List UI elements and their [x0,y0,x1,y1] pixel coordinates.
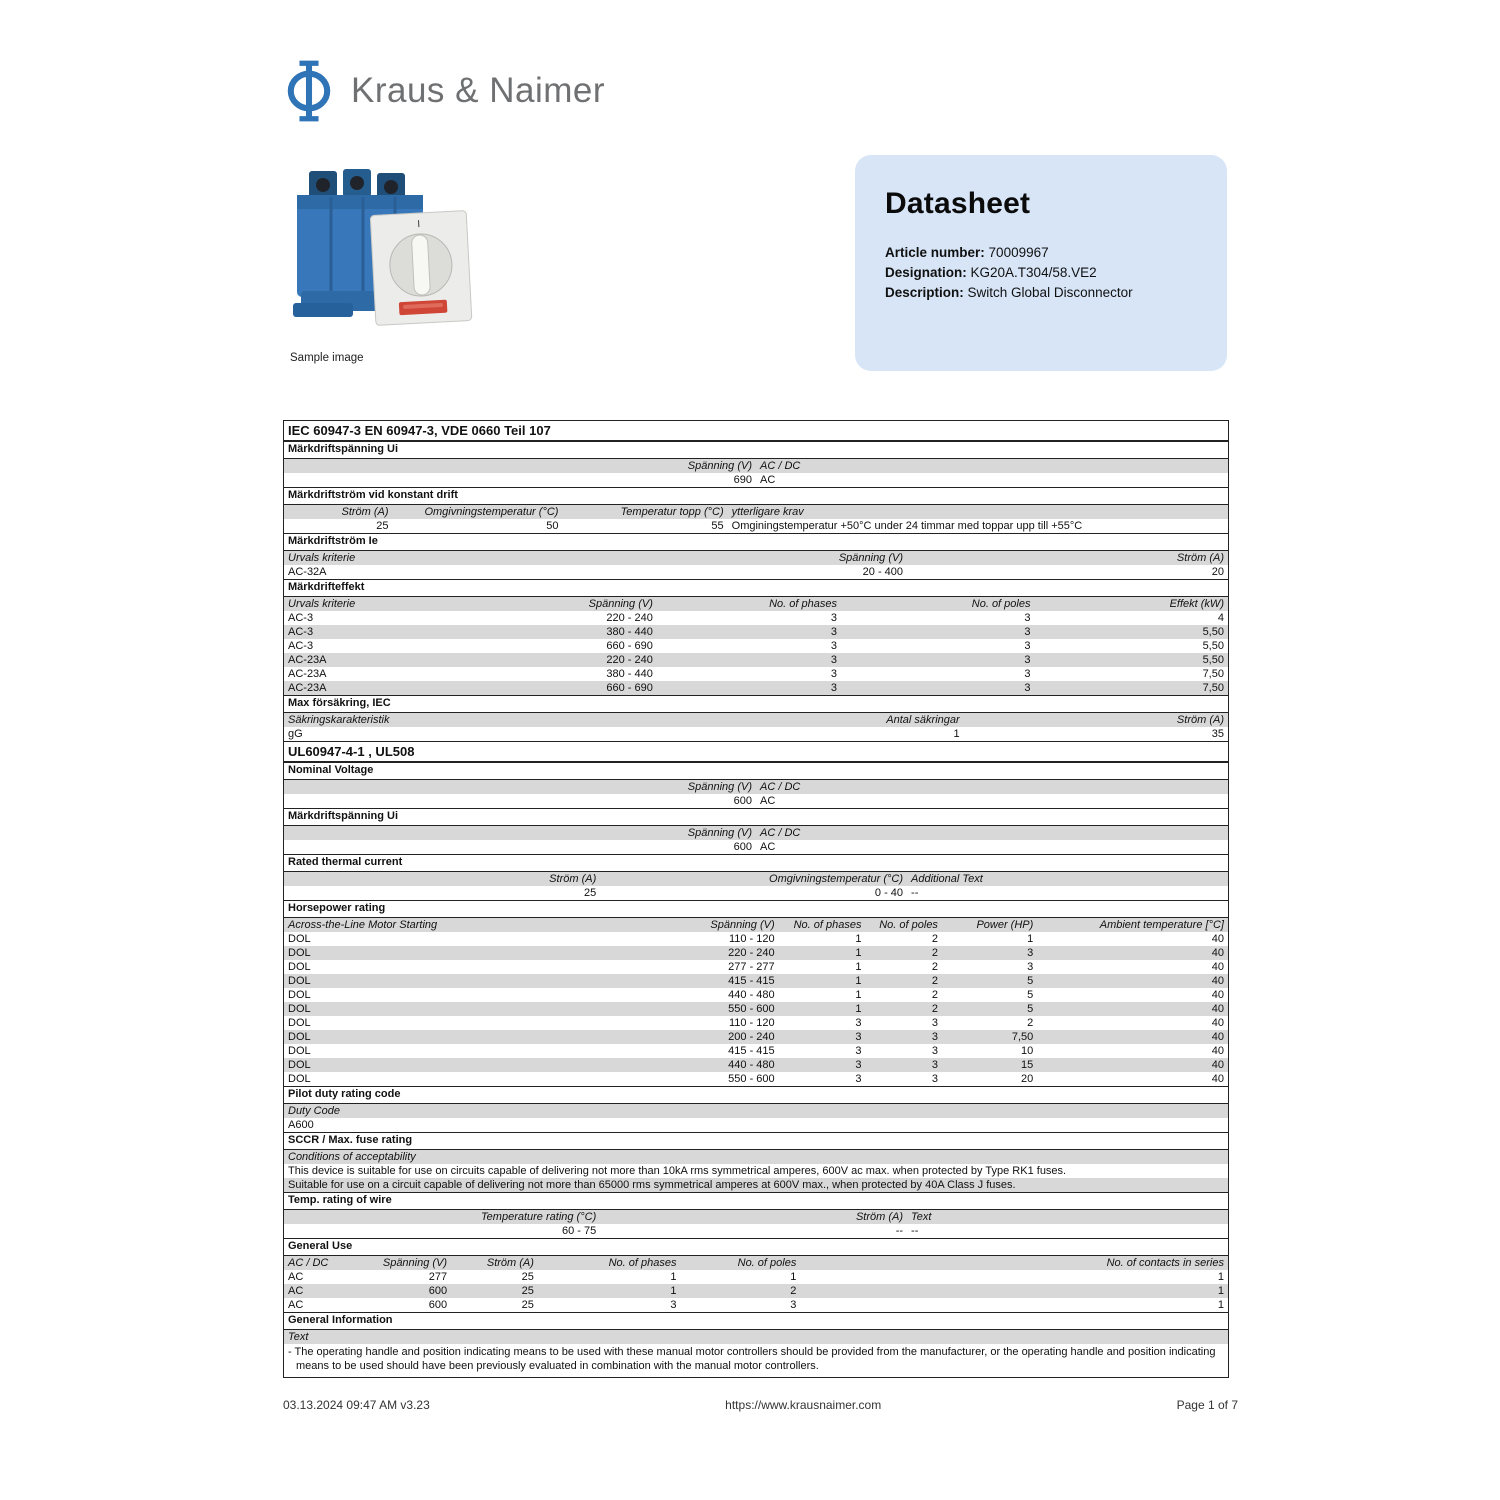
table-cell: 660 - 690 [606,639,653,652]
table-cell: 0 - 40 [874,886,904,899]
table-cell: 600 [733,794,752,807]
table-cell: Additional Text [911,872,983,885]
table-cell: 40 [1211,974,1224,987]
table-row-head [284,597,1228,611]
table-cell: AC-32A [288,565,327,578]
table-cell: 7,50 [1202,667,1224,680]
table-cell: 1 [855,946,862,959]
table-cell: 50 [546,519,559,532]
table-cell: 277 - 277 [728,960,775,973]
table-row-data [284,794,1228,808]
table-row-subtitle: Märkdriftspänning Ui [284,441,1228,459]
table-cell: 1 [855,932,862,945]
table-cell: 5,50 [1202,653,1224,666]
table-cell: 40 [1211,988,1224,1001]
article-number-value: 70009967 [988,245,1049,260]
datasheet-info-box [855,155,1227,371]
table-cell: 7,50 [1011,1030,1034,1043]
table-cell: 25 [376,519,389,532]
table-cell: DOL [288,1030,311,1043]
table-row-head [284,459,1228,473]
table-cell: 1 [790,1270,797,1283]
table-cell: 5,50 [1202,639,1224,652]
table-cell: 1 [855,960,862,973]
table-cell: 660 - 690 [606,681,653,694]
table-row-data [284,960,1228,974]
table-row-head [284,826,1228,840]
table-row-data [284,473,1228,487]
svg-text:I: I [417,218,421,231]
table-row-data [284,974,1228,988]
table-cell: Text [288,1330,309,1343]
table-cell: 3 [1024,653,1031,666]
table-cell: 40 [1211,960,1224,973]
table-row-data [284,840,1228,854]
table-cell: 1 [855,988,862,1001]
table-cell: 380 - 440 [606,667,653,680]
table-row-subtitle: Rated thermal current [284,854,1228,872]
table-cell: 40 [1211,946,1224,959]
table-cell: 1 [855,974,862,987]
designation-label: Designation: [885,265,967,280]
table-cell: 20 - 400 [862,565,904,578]
table-cell: No. of contacts in series [1106,1256,1224,1269]
table-cell: No. of phases [608,1256,677,1269]
table-cell: Ström (A) [1176,551,1224,564]
table-row-subtitle: Temp. rating of wire [284,1192,1228,1210]
product-photo [283,163,483,345]
table-cell: 2 [931,988,938,1001]
table-cell: 1 [1217,1270,1224,1283]
table-cell: 1 [670,1284,677,1297]
table-cell: DOL [288,960,311,973]
table-row-data [284,727,1228,741]
table-cell: 2 [931,932,938,945]
table-cell: Suitable for use on a circuit capable of delivering not more than 65000 rms symmetrical amperes at 600V max., when protected by 40A Class J fuses. [288,1178,1016,1191]
table-cell: Spänning (V) [687,459,752,472]
table-cell: 60 - 75 [561,1224,597,1237]
table-row-head [284,1104,1228,1118]
table-cell: AC [760,840,776,853]
table-cell: 415 - 415 [728,974,775,987]
table-cell: 2 [931,1002,938,1015]
table-row-head [284,1210,1228,1224]
table-cell: 40 [1211,1044,1224,1057]
table-row-head [284,918,1228,932]
table-cell: No. of poles [879,918,938,931]
table-cell: AC-23A [288,681,327,694]
table-cell: 35 [1211,727,1224,740]
table-cell: AC [760,473,776,486]
table-cell: DOL [288,932,311,945]
table-cell: 25 [521,1284,534,1297]
table-cell: -- [895,1224,904,1237]
table-cell: 3 [931,1072,938,1085]
table-cell: Omgivningstemperatur (°C) [424,505,559,518]
brand-logo [283,55,605,127]
table-cell: Säkringskarakteristik [288,713,390,726]
table-cell: 3 [830,639,837,652]
table-row-head [284,713,1228,727]
table-cell: Spänning (V) [687,826,752,839]
table-cell: 110 - 120 [728,1016,775,1029]
table-cell: 20 [1021,1072,1034,1085]
table-cell: Conditions of acceptability [288,1150,416,1163]
table-cell: 3 [1024,625,1031,638]
table-cell: 3 [670,1298,677,1311]
table-cell: 1 [1217,1298,1224,1311]
spec-table [283,420,1229,1378]
table-cell: 3 [830,653,837,666]
table-row-subtitle: General Information [284,1312,1228,1330]
article-number-label: Article number: [885,245,985,260]
table-cell: 3 [855,1072,862,1085]
table-cell: 1 [855,1002,862,1015]
switch-illustration [283,163,483,345]
table-cell: Spänning (V) [588,597,653,610]
table-row-data [284,1224,1228,1238]
table-cell: 440 - 480 [728,988,775,1001]
table-row-data [284,946,1228,960]
table-cell: 25 [521,1270,534,1283]
table-cell: 1 [670,1270,677,1283]
datasheet-title: Datasheet [885,187,1031,220]
table-cell: Temperature rating (°C) [480,1210,597,1223]
table-cell: Temperatur topp (°C) [620,505,724,518]
table-cell: AC / DC [760,780,801,793]
table-cell: No. of poles [971,597,1031,610]
table-row-subtitle: Max försäkring, IEC [284,695,1228,713]
table-cell: 110 - 120 [728,932,775,945]
table-cell: 3 [830,681,837,694]
table-cell: 3 [931,1016,938,1029]
table-cell: 600 [733,840,752,853]
table-row-subtitle: Märkdriftström Ie [284,533,1228,551]
table-cell: No. of poles [737,1256,797,1269]
table-cell: Spänning (V) [382,1256,448,1269]
table-row-data [284,1072,1228,1086]
sample-image-caption: Sample image [290,352,364,364]
table-row-head [284,551,1228,565]
brand-name: Kraus & Naimer [351,71,606,110]
table-cell: 5 [1027,974,1034,987]
table-row-data [284,653,1228,667]
table-cell: 2 [931,960,938,973]
table-cell: 3 [830,667,837,680]
table-row-data [284,1284,1228,1298]
footer-page-number: Page 1 of 7 [1176,1398,1238,1412]
table-cell: 3 [855,1030,862,1043]
table-cell: AC-3 [288,639,314,652]
table-cell: AC-3 [288,625,314,638]
table-cell: DOL [288,988,311,1001]
table-row-head [284,505,1228,519]
table-cell: 40 [1211,1058,1224,1071]
table-cell: Ström (A) [855,1210,904,1223]
table-cell: Spänning (V) [687,780,752,793]
table-cell: DOL [288,1002,311,1015]
table-cell: DOL [288,974,311,987]
description-value: Switch Global Disconnector [967,285,1133,300]
table-cell: 55 [711,519,724,532]
table-cell: 40 [1211,1030,1224,1043]
table-row-subtitle: General Use [284,1238,1228,1256]
table-cell: 690 [733,473,752,486]
table-cell: Antal säkringar [886,713,960,726]
table-row-head [284,780,1228,794]
table-cell: 1 [953,727,960,740]
table-row-subtitle: Märkdrifteffekt [284,579,1228,597]
table-row-data [284,625,1228,639]
article-number-field [885,243,1203,263]
table-row-subtitle: Märkdriftström vid konstant drift [284,487,1228,505]
table-row-data [284,1270,1228,1284]
table-cell: 3 [830,625,837,638]
table-row-subtitle: Horsepower rating [284,900,1228,918]
table-cell: 200 - 240 [728,1030,775,1043]
table-row-data [284,681,1228,695]
table-cell: DOL [288,1016,311,1029]
table-cell: 20 [1211,565,1224,578]
table-row-data [284,1002,1228,1016]
table-row-data [284,1030,1228,1044]
table-row-data [284,611,1228,625]
table-row-data [284,1298,1228,1312]
table-row-data [284,565,1228,579]
table-cell: 40 [1211,1016,1224,1029]
kraus-naimer-phi-icon [283,55,335,127]
table-cell: 2 [931,974,938,987]
table-row-data [284,1044,1228,1058]
table-cell: 415 - 415 [728,1044,775,1057]
table-cell: 15 [1021,1058,1034,1071]
table-cell: AC-23A [288,667,327,680]
table-row-data [284,988,1228,1002]
table-cell: AC [288,1270,304,1283]
table-cell: DOL [288,1072,311,1085]
table-cell: Urvals kriterie [288,597,356,610]
table-cell: Ström (A) [549,872,597,885]
table-row-data [284,519,1228,533]
table-cell: 3 [931,1030,938,1043]
table-row-data [284,932,1228,946]
table-cell: 5 [1027,1002,1034,1015]
table-cell: 3 [1024,611,1031,624]
designation-value: KG20A.T304/58.VE2 [970,265,1097,280]
table-cell: 600 [428,1298,448,1311]
table-cell: AC / DC [288,1256,329,1269]
table-cell: 600 [428,1284,448,1297]
table-cell: No. of phases [793,918,862,931]
table-cell: A600 [288,1118,314,1131]
table-cell: -- [911,1224,919,1237]
table-cell: AC-3 [288,611,314,624]
table-cell: 3 [1024,639,1031,652]
table-row-data [284,667,1228,681]
table-row-data [284,1016,1228,1030]
table-row-data [284,1118,1228,1132]
table-row-data [284,1164,1228,1178]
table-cell: 1 [1217,1284,1224,1297]
table-cell: ytterligare krav [731,505,804,518]
designation-field [885,263,1203,283]
table-row-subtitle: Pilot duty rating code [284,1086,1228,1104]
table-cell: Effekt (kW) [1169,597,1224,610]
table-row-head [284,872,1228,886]
description-field [885,283,1203,303]
table-cell: DOL [288,946,311,959]
table-cell: AC [288,1284,304,1297]
table-row-head [284,1150,1228,1164]
table-row-head [284,1256,1228,1270]
table-cell: 25 [583,886,597,899]
table-cell: 220 - 240 [728,946,775,959]
table-cell: 3 [855,1058,862,1071]
table-cell: AC [288,1298,304,1311]
table-cell: No. of phases [769,597,837,610]
table-cell: Power (HP) [976,918,1034,931]
table-row-section: UL60947-4-1 , UL508 [284,741,1228,762]
table-cell: 3 [931,1044,938,1057]
table-cell: AC / DC [760,459,801,472]
table-cell: Duty Code [288,1104,340,1117]
table-cell: 40 [1211,1072,1224,1085]
table-cell: Ambient temperature [°C] [1099,918,1224,931]
table-cell: 40 [1211,932,1224,945]
table-cell: 40 [1211,1002,1224,1015]
table-cell: Text [911,1210,932,1223]
table-cell: 10 [1021,1044,1034,1057]
table-cell: 550 - 600 [728,1002,775,1015]
table-cell: 3 [1027,946,1034,959]
table-cell: 440 - 480 [728,1058,775,1071]
table-row-subtitle: SCCR / Max. fuse rating [284,1132,1228,1150]
table-cell: 3 [1027,960,1034,973]
table-cell: Ström (A) [341,505,389,518]
table-row-data [284,886,1228,900]
page-footer [283,1398,1238,1412]
table-row-data [284,639,1228,653]
table-cell: -- [911,886,919,899]
table-cell: 5 [1027,988,1034,1001]
table-row-subtitle: Märkdriftspänning Ui [284,808,1228,826]
table-cell: Ström (A) [1176,713,1224,726]
table-cell: Across-the-Line Motor Starting [288,918,438,931]
table-cell: AC-23A [288,653,327,666]
table-cell: 2 [931,946,938,959]
table-cell: Urvals kriterie [288,551,356,564]
table-cell: 220 - 240 [606,653,653,666]
table-row-data [284,1178,1228,1192]
table-cell: 220 - 240 [606,611,653,624]
table-cell: DOL [288,1044,311,1057]
table-cell: Omginingstemperatur +50°C under 24 timmar med toppar upp till +55°C [731,519,1083,532]
table-cell: 3 [931,1058,938,1071]
table-cell: 380 - 440 [606,625,653,638]
description-label: Description: [885,285,964,300]
table-cell: This device is suitable for use on circuits capable of delivering not more than 10kA rms symmetrical amperes, 600V ac max. when protected by Type RK1 fuses. [288,1164,1067,1177]
table-cell: Spänning (V) [710,918,775,931]
table-cell: 2 [790,1284,797,1297]
table-cell: 277 [428,1270,448,1283]
table-cell: 5,50 [1202,625,1224,638]
table-cell: 2 [1027,1016,1034,1029]
table-cell: 1 [1027,932,1034,945]
table-cell: 25 [521,1298,534,1311]
table-cell: 4 [1217,611,1224,624]
table-cell: Omgivningstemperatur (°C) [769,872,904,885]
table-cell: 550 - 600 [728,1072,775,1085]
table-cell: 3 [790,1298,797,1311]
table-cell: 3 [855,1044,862,1057]
table-cell: gG [288,727,303,740]
table-cell: AC / DC [760,826,801,839]
footer-url-link[interactable]: https://www.krausnaimer.com [725,1398,882,1412]
footer-timestamp: 03.13.2024 09:47 AM v3.23 [283,1398,430,1412]
table-row-para: - The operating handle and position indicating means to be used with these manual motor controllers should be provided from the manufacturer, or the operating handle and position indicating means to be used should have been previously evaluated in combination with the manual motor controllers. [288,1346,1216,1372]
table-cell: 7,50 [1202,681,1224,694]
table-cell: Spänning (V) [838,551,904,564]
table-cell: 3 [1024,667,1031,680]
table-row-data [284,1058,1228,1072]
table-row-section: IEC 60947-3 EN 60947-3, VDE 0660 Teil 107 [284,421,1228,441]
table-cell: AC [760,794,776,807]
table-cell: 3 [855,1016,862,1029]
table-cell: DOL [288,1058,311,1071]
table-cell: 3 [830,611,837,624]
table-cell: Ström (A) [486,1256,534,1269]
table-row-subtitle: Nominal Voltage [284,762,1228,780]
table-row-head [284,1330,1228,1344]
table-cell: 3 [1024,681,1031,694]
